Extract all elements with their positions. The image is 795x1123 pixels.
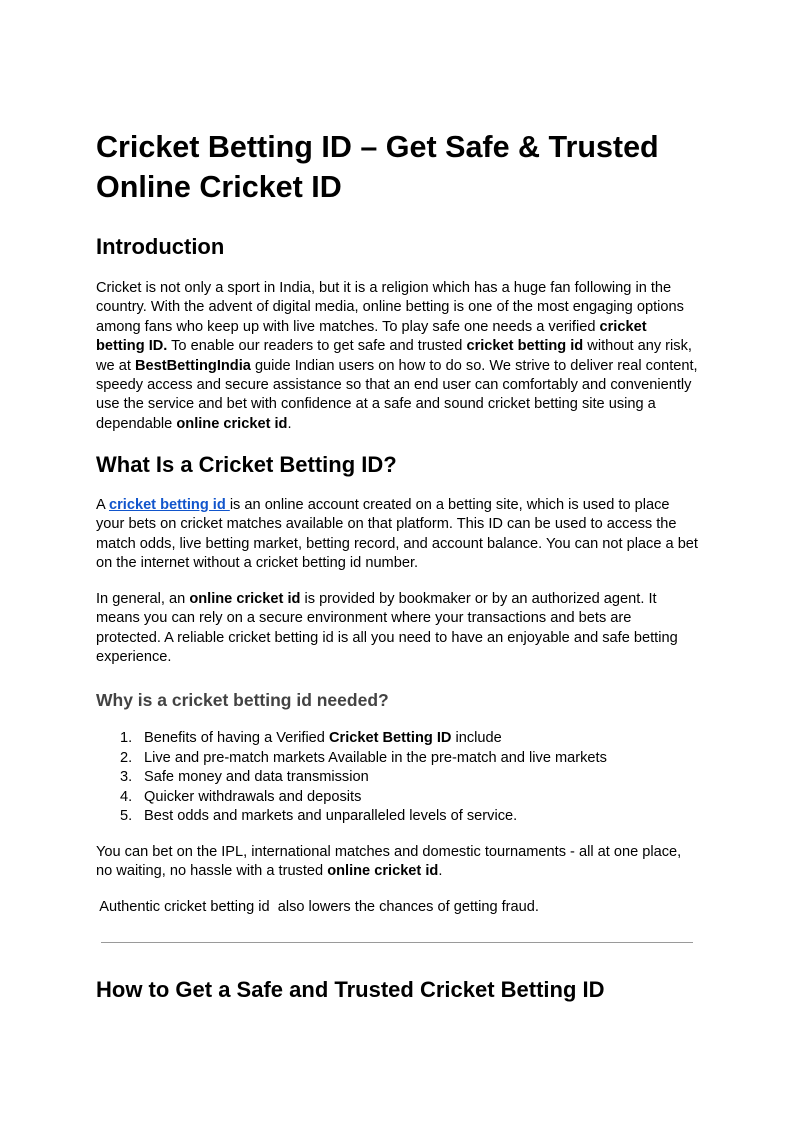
- how-to-heading: How to Get a Safe and Trusted Cricket Betting ID: [96, 977, 605, 1002]
- list-item: 3. Safe money and data transmission: [120, 769, 369, 786]
- what-is-heading: What Is a Cricket Betting ID?: [96, 452, 397, 477]
- introduction-paragraph: Cricket is not only a sport in India, but it is a religion which has a huge fan following in the country. With the advent of digital media, online betting is one of the most engaging options among fans who keep up with live matches. To play safe one needs a verified cricket betting ID. To enable our readers to get safe and trusted cricket betting id without any risk, we at BestBettingIndia guide Indian users on how to do so. We strive to deliver real content, speedy access and secure assistance so that an end user can comfortably and conveniently use the service and bet with confidence at a safe and sound cricket betting site using a dependable online cricket id.: [96, 280, 698, 432]
- page-title: Cricket Betting ID – Get Safe & Trusted Online Cricket ID: [96, 130, 659, 204]
- list-item: 4. Quicker withdrawals and deposits: [120, 788, 362, 805]
- horizontal-divider: [101, 942, 693, 943]
- why-paragraph-2: Authentic cricket betting id also lowers the chances of getting fraud.: [96, 899, 539, 915]
- why-needed-heading: Why is a cricket betting id needed?: [96, 690, 389, 710]
- cricket-betting-id-link[interactable]: cricket betting id: [108, 497, 230, 513]
- what-is-paragraph-2: In general, an online cricket id is provided by bookmaker or by an authorized agent. It means you can rely on a secure environment where your transactions and bets are protected. A reliable cricket betting id is all you need to have an enjoyable and safe betting experience.: [96, 591, 678, 666]
- list-item: 2. Live and pre-match markets Available in the pre-match and live markets: [120, 749, 607, 766]
- what-is-paragraph-1: A cricket betting id is an online account created on a betting site, which is used to place your bets on cricket matches available on that platform. This ID can be used to access the match odds, live betting market, betting record, and account balance. You can not place a bet on the internet without a cricket betting id number.: [96, 497, 698, 572]
- benefits-list: [96, 729, 698, 827]
- introduction-heading: Introduction: [96, 234, 225, 259]
- list-item: 5. Best odds and markets and unparalleled levels of service.: [120, 808, 518, 825]
- list-item: 1. Benefits of having a Verified Cricket Betting ID include: [120, 730, 502, 746]
- why-paragraph-1: You can bet on the IPL, international matches and domestic tournaments - all at one place, no waiting, no hassle with a trusted online cricket id.: [96, 844, 682, 880]
